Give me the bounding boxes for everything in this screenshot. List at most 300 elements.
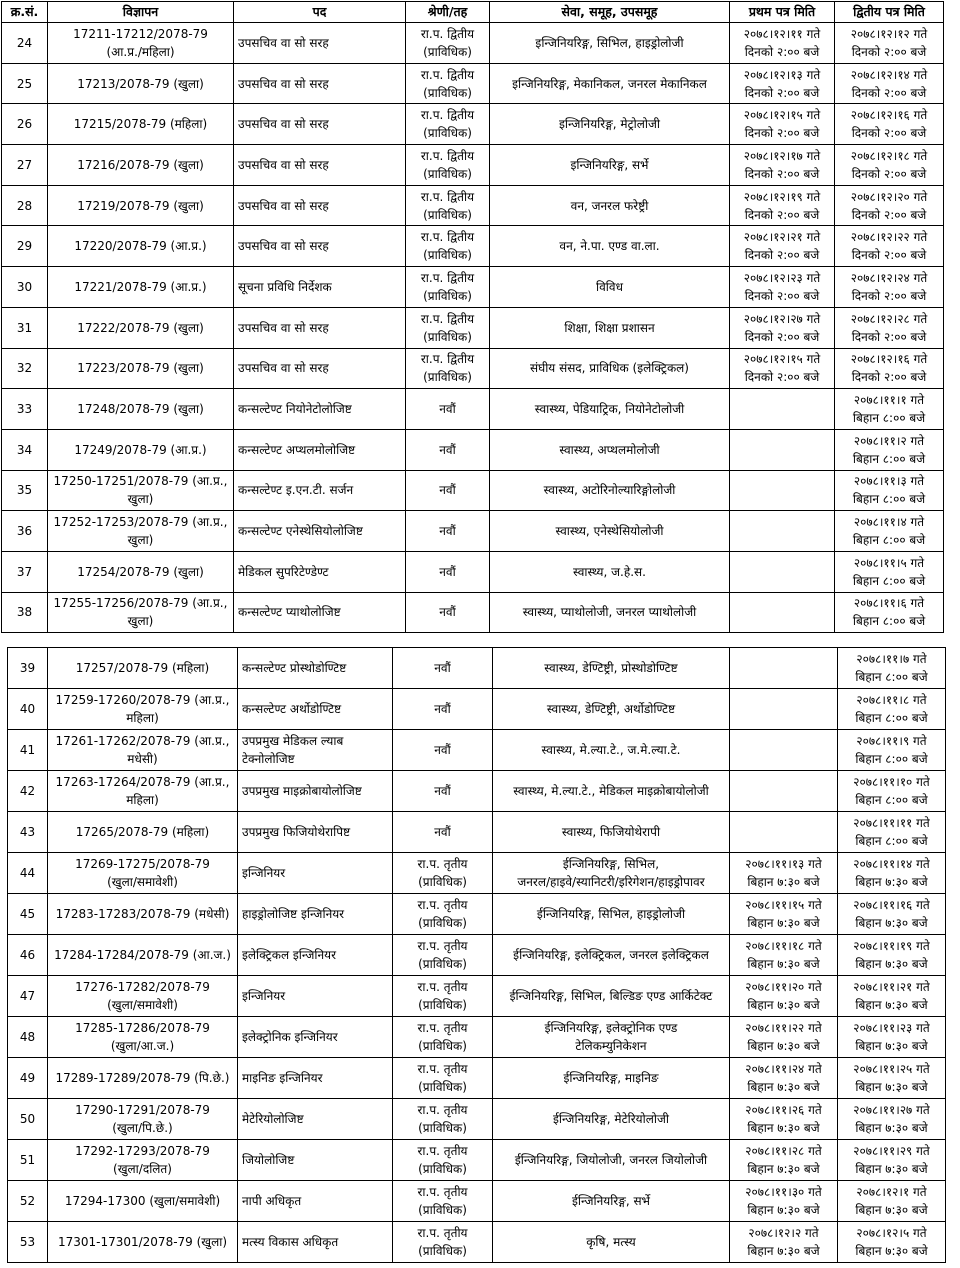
second-paper-date-cell-line: बिहान ७:३० बजे xyxy=(855,1162,928,1176)
post-cell-line: मेडिकल सुपरिटेण्डेण्ट xyxy=(238,564,329,579)
level-cell xyxy=(406,145,490,186)
second-paper-date-cell xyxy=(835,104,944,145)
post-cell xyxy=(234,429,406,470)
level-cell xyxy=(406,267,490,308)
serial-cell xyxy=(8,1099,48,1140)
service-cell xyxy=(493,689,730,730)
second-paper-date-cell xyxy=(835,267,944,308)
first-paper-date-cell xyxy=(730,307,835,348)
serial-cell-line: 31 xyxy=(16,320,33,335)
post-cell-line: कन्सल्टेण्ट प्याथोलोजिष्ट xyxy=(238,605,341,620)
first-paper-date-cell-line: २०७८।१२।१३ गते xyxy=(743,67,821,82)
second-paper-date-cell-line: २०७८।१२।५ गते xyxy=(856,1226,927,1240)
first-paper-date-cell-line: २०७८।१२।१५ गते xyxy=(743,108,821,123)
second-paper-date-cell-line: २०७८।१२।१६ गते xyxy=(850,352,928,367)
post-cell xyxy=(234,470,406,511)
first-paper-date-cell-line: दिनको २:०० बजे xyxy=(744,207,820,222)
post-cell xyxy=(238,1099,393,1140)
serial-cell-line: 36 xyxy=(16,524,33,539)
second-paper-date-cell-line: २०७८।११।१४ गते xyxy=(853,857,930,871)
first-paper-date-cell-line: दिनको २:०० बजे xyxy=(744,248,820,263)
post-cell xyxy=(238,812,393,853)
service-cell-line: ईन्जिनियरिङ्ग, इलेक्ट्रिकल, जनरल इलेक्ट्रिकल xyxy=(513,948,709,962)
level-cell xyxy=(393,1058,493,1099)
level-cell-line: रा.प. द्वितीय xyxy=(420,311,475,326)
second-paper-date-cell-line: २०७८।११।६ गते xyxy=(853,596,925,611)
second-paper-date-cell-line: २०७८।१२।२० गते xyxy=(850,189,928,204)
second-paper-date-cell-line: बिहान ७:३० बजे xyxy=(855,1121,928,1135)
serial-cell xyxy=(8,935,48,976)
advertisement-cell-line: 17221/2078-79 (आ.प्र.) xyxy=(74,279,207,294)
first-paper-date-cell xyxy=(730,1181,838,1222)
second-paper-date-cell xyxy=(838,648,946,689)
advertisement-cell xyxy=(48,853,238,894)
service-cell-line: स्वास्थ्य, अटोरिनोल्यारिङ्गोलोजी xyxy=(543,483,676,498)
service-cell xyxy=(493,853,730,894)
serial-cell-line: 52 xyxy=(19,1194,36,1208)
service-cell-line: ईन्जिनियरिङ्ग, सिभिल, बिल्डिङ एण्ड आर्किटेक्ट xyxy=(509,989,713,1003)
second-paper-date-cell xyxy=(835,511,944,552)
header-level: श्रेणी/तह xyxy=(406,2,490,23)
serial-cell xyxy=(2,348,48,389)
post-cell xyxy=(238,976,393,1017)
post-cell-line: उपसचिव वा सो सरह xyxy=(238,320,329,335)
advertisement-cell-line: खुला) xyxy=(127,492,154,507)
serial-cell-line: 43 xyxy=(19,825,36,839)
advertisement-cell-line: 17252-17253/2078-79 (आ.प्र., xyxy=(53,515,228,530)
advertisement-cell xyxy=(48,429,234,470)
advertisement-cell-line: 17294-17300 (खुला/समावेशी) xyxy=(64,1194,221,1208)
service-cell-line: स्वास्थ्य, डेण्टिष्ट्री, प्रोस्थोडोण्टिष्ट xyxy=(544,661,678,675)
header-serial: क्र.सं. xyxy=(2,2,48,23)
service-cell-line: संघीय संसद, प्राविधिक (इलेक्ट्रिकल) xyxy=(530,361,689,376)
second-paper-date-cell-line: बिहान ७:३० बजे xyxy=(855,1039,928,1053)
serial-cell-line: 34 xyxy=(16,442,33,457)
service-cell xyxy=(493,730,730,771)
second-paper-date-cell-line: २०७८।११।२३ गते xyxy=(853,1021,930,1035)
level-cell-line: (प्राविधिक) xyxy=(418,1162,467,1176)
first-paper-date-cell xyxy=(730,470,835,511)
first-paper-date-cell-line: २०७८।१२।२१ गते xyxy=(743,230,821,245)
serial-cell-line: 45 xyxy=(19,907,36,921)
second-paper-date-cell-line: २०७८।११।७ गते xyxy=(856,652,927,666)
level-cell-line: नवौं xyxy=(439,402,456,417)
service-cell xyxy=(490,63,730,104)
serial-cell xyxy=(8,1140,48,1181)
level-cell-line: (प्राविधिक) xyxy=(418,875,467,889)
first-paper-date-cell xyxy=(730,730,838,771)
post-cell xyxy=(238,853,393,894)
table-row xyxy=(8,689,946,730)
level-cell-line: रा.प. तृतीय xyxy=(417,939,468,953)
second-paper-date-cell-line: दिनको २:०० बजे xyxy=(851,126,927,141)
serial-cell-line: 28 xyxy=(16,198,33,213)
advertisement-cell xyxy=(48,145,234,186)
second-paper-date-cell xyxy=(835,470,944,511)
service-cell xyxy=(493,1058,730,1099)
level-cell-line: रा.प. तृतीय xyxy=(417,1021,468,1035)
second-paper-date-cell xyxy=(838,1181,946,1222)
second-paper-date-cell xyxy=(838,853,946,894)
serial-cell xyxy=(8,1058,48,1099)
post-cell xyxy=(234,348,406,389)
service-cell xyxy=(490,429,730,470)
serial-cell xyxy=(2,470,48,511)
second-paper-date-cell xyxy=(838,771,946,812)
table-row xyxy=(8,976,946,1017)
first-paper-date-cell xyxy=(730,226,835,267)
first-paper-date-cell-line: दिनको २:०० बजे xyxy=(744,370,820,385)
service-cell xyxy=(493,1099,730,1140)
post-cell-line: कन्सल्टेण्ट प्रोस्थोडोण्टिष्ट xyxy=(242,661,347,675)
serial-cell xyxy=(2,145,48,186)
service-cell xyxy=(490,348,730,389)
advertisement-cell-line: 17248/2078-79 (खुला) xyxy=(77,402,204,417)
service-cell-line: ईन्जिनियरिङ्ग, इलेक्ट्रोनिक एण्ड xyxy=(544,1021,678,1035)
serial-cell-line: 42 xyxy=(19,784,36,798)
second-paper-date-cell-line: बिहान ७:३० बजे xyxy=(855,1244,928,1258)
second-paper-date-cell xyxy=(838,976,946,1017)
second-paper-date-cell xyxy=(835,592,944,633)
post-cell xyxy=(238,689,393,730)
post-cell-line: इन्जिनियर xyxy=(242,989,286,1003)
second-paper-date-cell-line: २०७८।१२।१२ गते xyxy=(850,26,928,41)
advertisement-cell-line: 17292-17293/2078-79 xyxy=(75,1144,210,1158)
advertisement-cell-line: 17250-17251/2078-79 (आ.प्र., xyxy=(53,474,228,489)
level-cell-line: (प्राविधिक) xyxy=(423,370,472,385)
post-cell-line: उपसचिव वा सो सरह xyxy=(238,361,329,376)
service-cell xyxy=(493,935,730,976)
first-paper-date-cell xyxy=(730,348,835,389)
table-row xyxy=(8,1181,946,1222)
second-paper-date-cell-line: बिहान ७:३० बजे xyxy=(855,916,928,930)
post-cell xyxy=(234,104,406,145)
serial-cell-line: 50 xyxy=(19,1112,36,1126)
second-paper-date-cell-line: २०७८।१२।२२ गते xyxy=(850,230,928,245)
post-cell xyxy=(234,267,406,308)
second-paper-date-cell-line: दिनको २:०० बजे xyxy=(851,329,927,344)
second-paper-date-cell xyxy=(835,551,944,592)
advertisement-cell-line: 17223/2078-79 (खुला) xyxy=(77,361,204,376)
table-row xyxy=(8,771,946,812)
second-paper-date-cell xyxy=(835,389,944,430)
first-paper-date-cell-line: २०७८।११।१३ गते xyxy=(745,857,822,871)
level-cell xyxy=(393,648,493,689)
first-paper-date-cell xyxy=(730,63,835,104)
serial-cell xyxy=(2,267,48,308)
service-cell-line: इन्जिनियरिङ्ग, सर्भे xyxy=(570,157,649,172)
second-paper-date-cell-line: बिहान ८:०० बजे xyxy=(855,670,928,684)
service-cell xyxy=(490,592,730,633)
table-row xyxy=(8,648,946,689)
serial-cell-line: 30 xyxy=(16,279,33,294)
service-cell-line: वन, जनरल फरेष्ट्री xyxy=(570,198,649,213)
second-paper-date-cell-line: बिहान ७:३० बजे xyxy=(855,1203,928,1217)
post-cell-line: कन्सल्टेण्ट एनेस्थेसियोलोजिष्ट xyxy=(238,524,363,539)
service-cell xyxy=(493,894,730,935)
advertisement-cell xyxy=(48,976,238,1017)
first-paper-date-cell xyxy=(730,429,835,470)
level-cell xyxy=(406,429,490,470)
second-paper-date-cell-line: दिनको २:०० बजे xyxy=(851,207,927,222)
header-advertisement: विज्ञापन xyxy=(48,2,234,23)
service-cell-line: शिक्षा, शिक्षा प्रशासन xyxy=(564,320,655,335)
level-cell xyxy=(393,853,493,894)
advertisement-cell xyxy=(48,935,238,976)
serial-cell-line: 53 xyxy=(19,1235,36,1249)
table-row xyxy=(2,104,944,145)
exam-schedule-table-1 xyxy=(1,1,944,633)
advertisement-cell-line: 17301-17301/2078-79 (खुला) xyxy=(57,1235,228,1249)
level-cell-line: नवौं xyxy=(434,661,451,675)
table-row xyxy=(8,1017,946,1058)
post-cell-line: नापी अधिकृत xyxy=(242,1194,302,1208)
first-paper-date-cell xyxy=(730,648,838,689)
service-cell-line: विविध xyxy=(596,279,623,294)
service-cell-line: स्वास्थ्य, प्याथोलोजी, जनरल प्याथोलोजी xyxy=(522,605,697,620)
advertisement-cell-line: मधेसी) xyxy=(127,752,158,766)
post-cell xyxy=(234,307,406,348)
serial-cell xyxy=(8,853,48,894)
serial-cell xyxy=(8,771,48,812)
second-paper-date-cell-line: २०७८।१२।१४ गते xyxy=(850,67,928,82)
first-paper-date-cell-line: २०७८।१२।१५ गते xyxy=(743,352,821,367)
service-cell-line: स्वास्थ्य, अप्थलमोलोजी xyxy=(559,442,660,457)
table-row xyxy=(8,1140,946,1181)
header-service: सेवा, समूह, उपसमूह xyxy=(490,2,730,23)
table-row xyxy=(2,307,944,348)
serial-cell xyxy=(2,389,48,430)
level-cell-line: रा.प. तृतीय xyxy=(417,898,468,912)
level-cell-line: (प्राविधिक) xyxy=(418,1080,467,1094)
second-paper-date-cell-line: २०७८।११।८ गते xyxy=(856,693,927,707)
post-cell-line: टेक्नोलोजिष्ट xyxy=(242,752,295,766)
first-paper-date-cell-line: २०७८।१२।१७ गते xyxy=(743,148,821,163)
second-paper-date-cell xyxy=(838,730,946,771)
service-cell xyxy=(493,1140,730,1181)
post-cell xyxy=(234,185,406,226)
table-row xyxy=(2,551,944,592)
level-cell xyxy=(393,976,493,1017)
first-paper-date-cell-line: दिनको २:०० बजे xyxy=(744,85,820,100)
first-paper-date-cell xyxy=(730,389,835,430)
serial-cell-line: 47 xyxy=(19,989,36,1003)
first-paper-date-cell xyxy=(730,185,835,226)
level-cell xyxy=(406,104,490,145)
first-paper-date-cell xyxy=(730,1017,838,1058)
level-cell-line: रा.प. द्वितीय xyxy=(420,148,475,163)
service-cell-line: ईन्जिनियरिङ्ग, माइनिङ xyxy=(563,1071,659,1085)
first-paper-date-cell xyxy=(730,145,835,186)
advertisement-cell-line: 17261-17262/2078-79 (आ.प्र., xyxy=(55,734,230,748)
table-row xyxy=(2,23,944,64)
service-cell-line: स्वास्थ्य, फिजियोथेरापी xyxy=(561,825,661,839)
first-paper-date-cell xyxy=(730,1058,838,1099)
first-paper-date-cell-line: दिनको २:०० बजे xyxy=(744,166,820,181)
serial-cell xyxy=(2,185,48,226)
service-cell-line: स्वास्थ्य, डेण्टिष्ट्री, अर्थोडोण्टिष्ट xyxy=(546,702,676,716)
table-header-row xyxy=(2,2,944,23)
serial-cell-line: 33 xyxy=(16,402,33,417)
service-cell-line: ईन्जिनियरिङ्ग, सिभिल, xyxy=(562,857,660,871)
post-cell xyxy=(238,730,393,771)
service-cell-line: ईन्जिनियरिङ्ग, सिभिल, हाइड्रोलोजी xyxy=(536,907,686,921)
level-cell xyxy=(393,1181,493,1222)
advertisement-cell xyxy=(48,771,238,812)
advertisement-cell xyxy=(48,348,234,389)
second-paper-date-cell-line: बिहान ८:०० बजे xyxy=(855,752,928,766)
second-paper-date-cell-line: २०७८।११।२५ गते xyxy=(853,1062,930,1076)
advertisement-cell-line: (खुला/पि.छे.) xyxy=(112,1121,173,1135)
first-paper-date-cell xyxy=(730,511,835,552)
level-cell-line: नवौं xyxy=(439,605,456,620)
table-row xyxy=(2,145,944,186)
advertisement-cell xyxy=(48,104,234,145)
post-cell-line: उपप्रमुख मेडिकल ल्याब xyxy=(242,734,344,748)
serial-cell-line: 27 xyxy=(16,157,33,172)
service-cell xyxy=(490,145,730,186)
service-cell xyxy=(490,511,730,552)
level-cell-line: रा.प. तृतीय xyxy=(417,1103,468,1117)
level-cell-line: रा.प. द्वितीय xyxy=(420,67,475,82)
level-cell xyxy=(406,389,490,430)
post-cell xyxy=(234,511,406,552)
advertisement-cell xyxy=(48,267,234,308)
level-cell-line: (प्राविधिक) xyxy=(423,44,472,59)
advertisement-cell xyxy=(48,689,238,730)
first-paper-date-cell xyxy=(730,935,838,976)
second-paper-date-cell-line: बिहान ८:०० बजे xyxy=(852,573,926,588)
serial-cell xyxy=(2,429,48,470)
table-row xyxy=(2,511,944,552)
advertisement-cell-line: 17284-17284/2078-79 (आ.ज.) xyxy=(54,948,231,962)
level-cell-line: रा.प. तृतीय xyxy=(417,1185,468,1199)
serial-cell-line: 41 xyxy=(19,743,36,757)
level-cell-line: (प्राविधिक) xyxy=(418,1244,467,1258)
advertisement-cell-line: 17213/2078-79 (खुला) xyxy=(77,76,204,91)
serial-cell xyxy=(8,894,48,935)
level-cell-line: (प्राविधिक) xyxy=(423,248,472,263)
exam-schedule-table-2 xyxy=(7,647,946,1263)
service-cell-line: स्वास्थ्य, मे.ल्या.टे., ज.मे.ल्या.टे. xyxy=(541,743,681,757)
level-cell xyxy=(406,348,490,389)
service-cell xyxy=(493,1181,730,1222)
service-cell-line: इन्जिनियरिङ्ग, मेट्रोलोजी xyxy=(558,117,661,132)
first-paper-date-cell-line: २०७८।१२।२७ गते xyxy=(743,311,821,326)
second-paper-date-cell-line: बिहान ८:०० बजे xyxy=(855,711,928,725)
first-paper-date-cell-line: २०७८।१२।१९ गते xyxy=(743,189,821,204)
service-cell xyxy=(490,389,730,430)
first-paper-date-cell xyxy=(730,592,835,633)
level-cell xyxy=(393,1140,493,1181)
second-paper-date-cell xyxy=(838,1099,946,1140)
second-paper-date-cell-line: दिनको २:०० बजे xyxy=(851,288,927,303)
table-row xyxy=(8,730,946,771)
serial-cell-line: 24 xyxy=(16,35,33,50)
first-paper-date-cell-line: २०७८।११।२६ गते xyxy=(745,1103,822,1117)
post-cell-line: उपसचिव वा सो सरह xyxy=(238,117,329,132)
second-paper-date-cell xyxy=(838,935,946,976)
post-cell-line: मेटेरियोलोजिष्ट xyxy=(242,1112,304,1126)
post-cell-line: उपप्रमुख माइक्रोबायोलोजिष्ट xyxy=(242,784,362,798)
level-cell xyxy=(406,23,490,64)
first-paper-date-cell-line: २०७८।१२।२३ गते xyxy=(743,270,821,285)
post-cell xyxy=(238,771,393,812)
second-paper-date-cell-line: २०७८।११।४ गते xyxy=(853,515,925,530)
header-post: पद xyxy=(234,2,406,23)
first-paper-date-cell-line: बिहान ७:३० बजे xyxy=(747,1039,820,1053)
second-paper-date-cell xyxy=(838,894,946,935)
first-paper-date-cell xyxy=(730,771,838,812)
second-paper-date-cell-line: २०७८।१२।१६ गते xyxy=(850,108,928,123)
post-cell-line: कन्सल्टेण्ट अप्थलमोलोजिष्ट xyxy=(238,442,356,457)
advertisement-cell-line: 17290-17291/2078-79 xyxy=(75,1103,210,1117)
first-paper-date-cell-line: बिहान ७:३० बजे xyxy=(747,916,820,930)
level-cell xyxy=(393,771,493,812)
post-cell xyxy=(234,63,406,104)
first-paper-date-cell xyxy=(730,23,835,64)
table-row xyxy=(8,812,946,853)
second-paper-date-cell-line: दिनको २:०० बजे xyxy=(851,85,927,100)
first-paper-date-cell xyxy=(730,1140,838,1181)
table-row xyxy=(2,389,944,430)
post-cell-line: उपसचिव वा सो सरह xyxy=(238,35,329,50)
level-cell xyxy=(406,470,490,511)
serial-cell-line: 26 xyxy=(16,117,33,132)
advertisement-cell-line: 17219/2078-79 (खुला) xyxy=(77,198,204,213)
post-cell xyxy=(238,1222,393,1263)
first-paper-date-cell xyxy=(730,1099,838,1140)
second-paper-date-cell-line: २०७८।११।११ गते xyxy=(853,816,930,830)
first-paper-date-cell xyxy=(730,853,838,894)
serial-cell xyxy=(2,307,48,348)
header-first-paper: प्रथम पत्र मिति xyxy=(730,2,835,23)
level-cell-line: (प्राविधिक) xyxy=(418,916,467,930)
first-paper-date-cell-line: बिहान ७:३० बजे xyxy=(747,957,820,971)
second-paper-date-cell xyxy=(838,1058,946,1099)
level-cell-line: रा.प. तृतीय xyxy=(417,1144,468,1158)
level-cell xyxy=(393,894,493,935)
second-paper-date-cell-line: २०७८।११।१६ गते xyxy=(853,898,930,912)
serial-cell-line: 32 xyxy=(16,361,33,376)
serial-cell xyxy=(8,689,48,730)
serial-cell-line: 38 xyxy=(16,605,33,620)
first-paper-date-cell-line: दिनको २:०० बजे xyxy=(744,44,820,59)
advertisement-cell-line: 17285-17286/2078-79 xyxy=(75,1021,210,1035)
first-paper-date-cell-line: बिहान ७:३० बजे xyxy=(747,998,820,1012)
post-cell xyxy=(238,1058,393,1099)
advertisement-cell xyxy=(48,1017,238,1058)
advertisement-cell-line: 17269-17275/2078-79 xyxy=(75,857,210,871)
advertisement-cell xyxy=(48,551,234,592)
second-paper-date-cell-line: २०७८।१२।१८ गते xyxy=(850,148,928,163)
table-row xyxy=(2,63,944,104)
advertisement-cell-line: 17254/2078-79 (खुला) xyxy=(77,564,204,579)
level-cell-line: नवौं xyxy=(434,825,451,839)
level-cell-line: (प्राविधिक) xyxy=(418,1039,467,1053)
advertisement-cell-line: 17259-17260/2078-79 (आ.प्र., xyxy=(55,693,230,707)
advertisement-cell xyxy=(48,1181,238,1222)
post-cell-line: माइनिङ इन्जिनियर xyxy=(242,1071,323,1085)
service-cell xyxy=(490,470,730,511)
serial-cell-line: 39 xyxy=(19,661,36,675)
first-paper-date-cell xyxy=(730,1222,838,1263)
post-cell-line: उपसचिव वा सो सरह xyxy=(238,157,329,172)
service-cell xyxy=(490,185,730,226)
second-paper-date-cell-line: बिहान ८:०० बजे xyxy=(852,451,926,466)
first-paper-date-cell-line: बिहान ७:३० बजे xyxy=(747,1080,820,1094)
second-paper-date-cell-line: बिहान ७:३० बजे xyxy=(855,998,928,1012)
